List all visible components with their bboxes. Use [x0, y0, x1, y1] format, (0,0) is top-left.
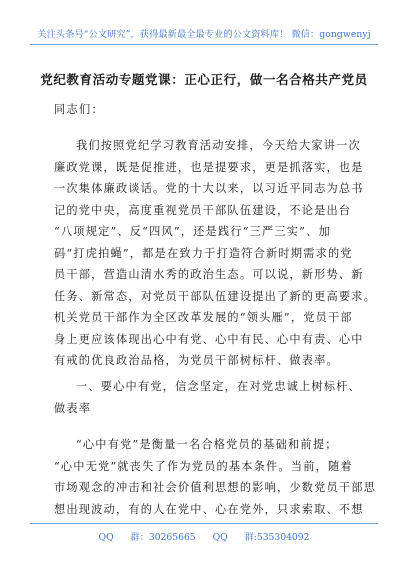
text-line: “八项规定”、反“四风”，还是践行“三严三实”、加	[54, 225, 331, 238]
text-line: 想出现波动，有的人在党中、心在党外，只求索取、不想	[54, 502, 364, 516]
text-line: “心中无党”就丧失了作为党员的基本条件。当前，随着	[54, 459, 353, 473]
paragraph-intro	[54, 135, 377, 372]
document-title: 党纪教育活动专题党课：正心正行，做一名合格共产党员	[40, 72, 368, 87]
text-line: 员干部，营造山清水秀的政治生态。可以说，新形势、新	[54, 268, 364, 281]
text-line: 机关党员干部作为全区改革发展的“领头雁”，党员干部	[54, 311, 353, 324]
text-line: 身上更应该体现出心中有党、心中有民、心中有责、心中	[54, 332, 364, 346]
text-line: 任务、新常态，对党员干部队伍建设提出了新的更高要求。	[54, 289, 377, 303]
text-line: 做表率	[54, 401, 92, 415]
footer-qq-group-2: QQ 群:535304092	[212, 532, 310, 543]
text-line: 一、要心中有党，信念坚定，在对党忠诚上树标杆、	[76, 380, 361, 393]
text-line: 市场观念的冲击和社会价值利思想的影响，少数党员干部思	[54, 481, 377, 494]
text-line: “心中有党”是衡量一名合格党员的基础和前提；	[76, 438, 338, 451]
page-footer	[30, 523, 378, 550]
header-promo-text: 关注头条号“公文研究”，获得最新最全最专业的公文资料库！ 微信：gongwenyj	[37, 29, 371, 40]
page-header	[30, 18, 378, 45]
paragraph-section-1	[54, 434, 377, 520]
text-line: 廉政党课，既是促推进，也是提要求，更是抓落实，也是	[54, 160, 364, 174]
salutation: 同志们：	[54, 103, 104, 116]
text-line: 码“打虎拍蝇”，都是在致力于打造符合新时期需求的党	[54, 246, 353, 260]
footer-qq-groups	[30, 529, 378, 543]
text-line: 一次集体廉政谈话。党的十大以来，以习近平同志为总书	[54, 182, 364, 195]
footer-qq-group-1: QQ 群：30265665	[98, 532, 196, 543]
text-line: 记的党中央，高度重视党员干部队伍建设，不论是出台	[54, 203, 352, 217]
text-line: 我们按照党纪学习教育活动安排，今天给大家讲一次	[76, 139, 361, 152]
text-line: 有戒的优良政治品格，为党员干部树标杆、做表率。	[54, 354, 339, 367]
section-heading-1	[54, 376, 361, 419]
